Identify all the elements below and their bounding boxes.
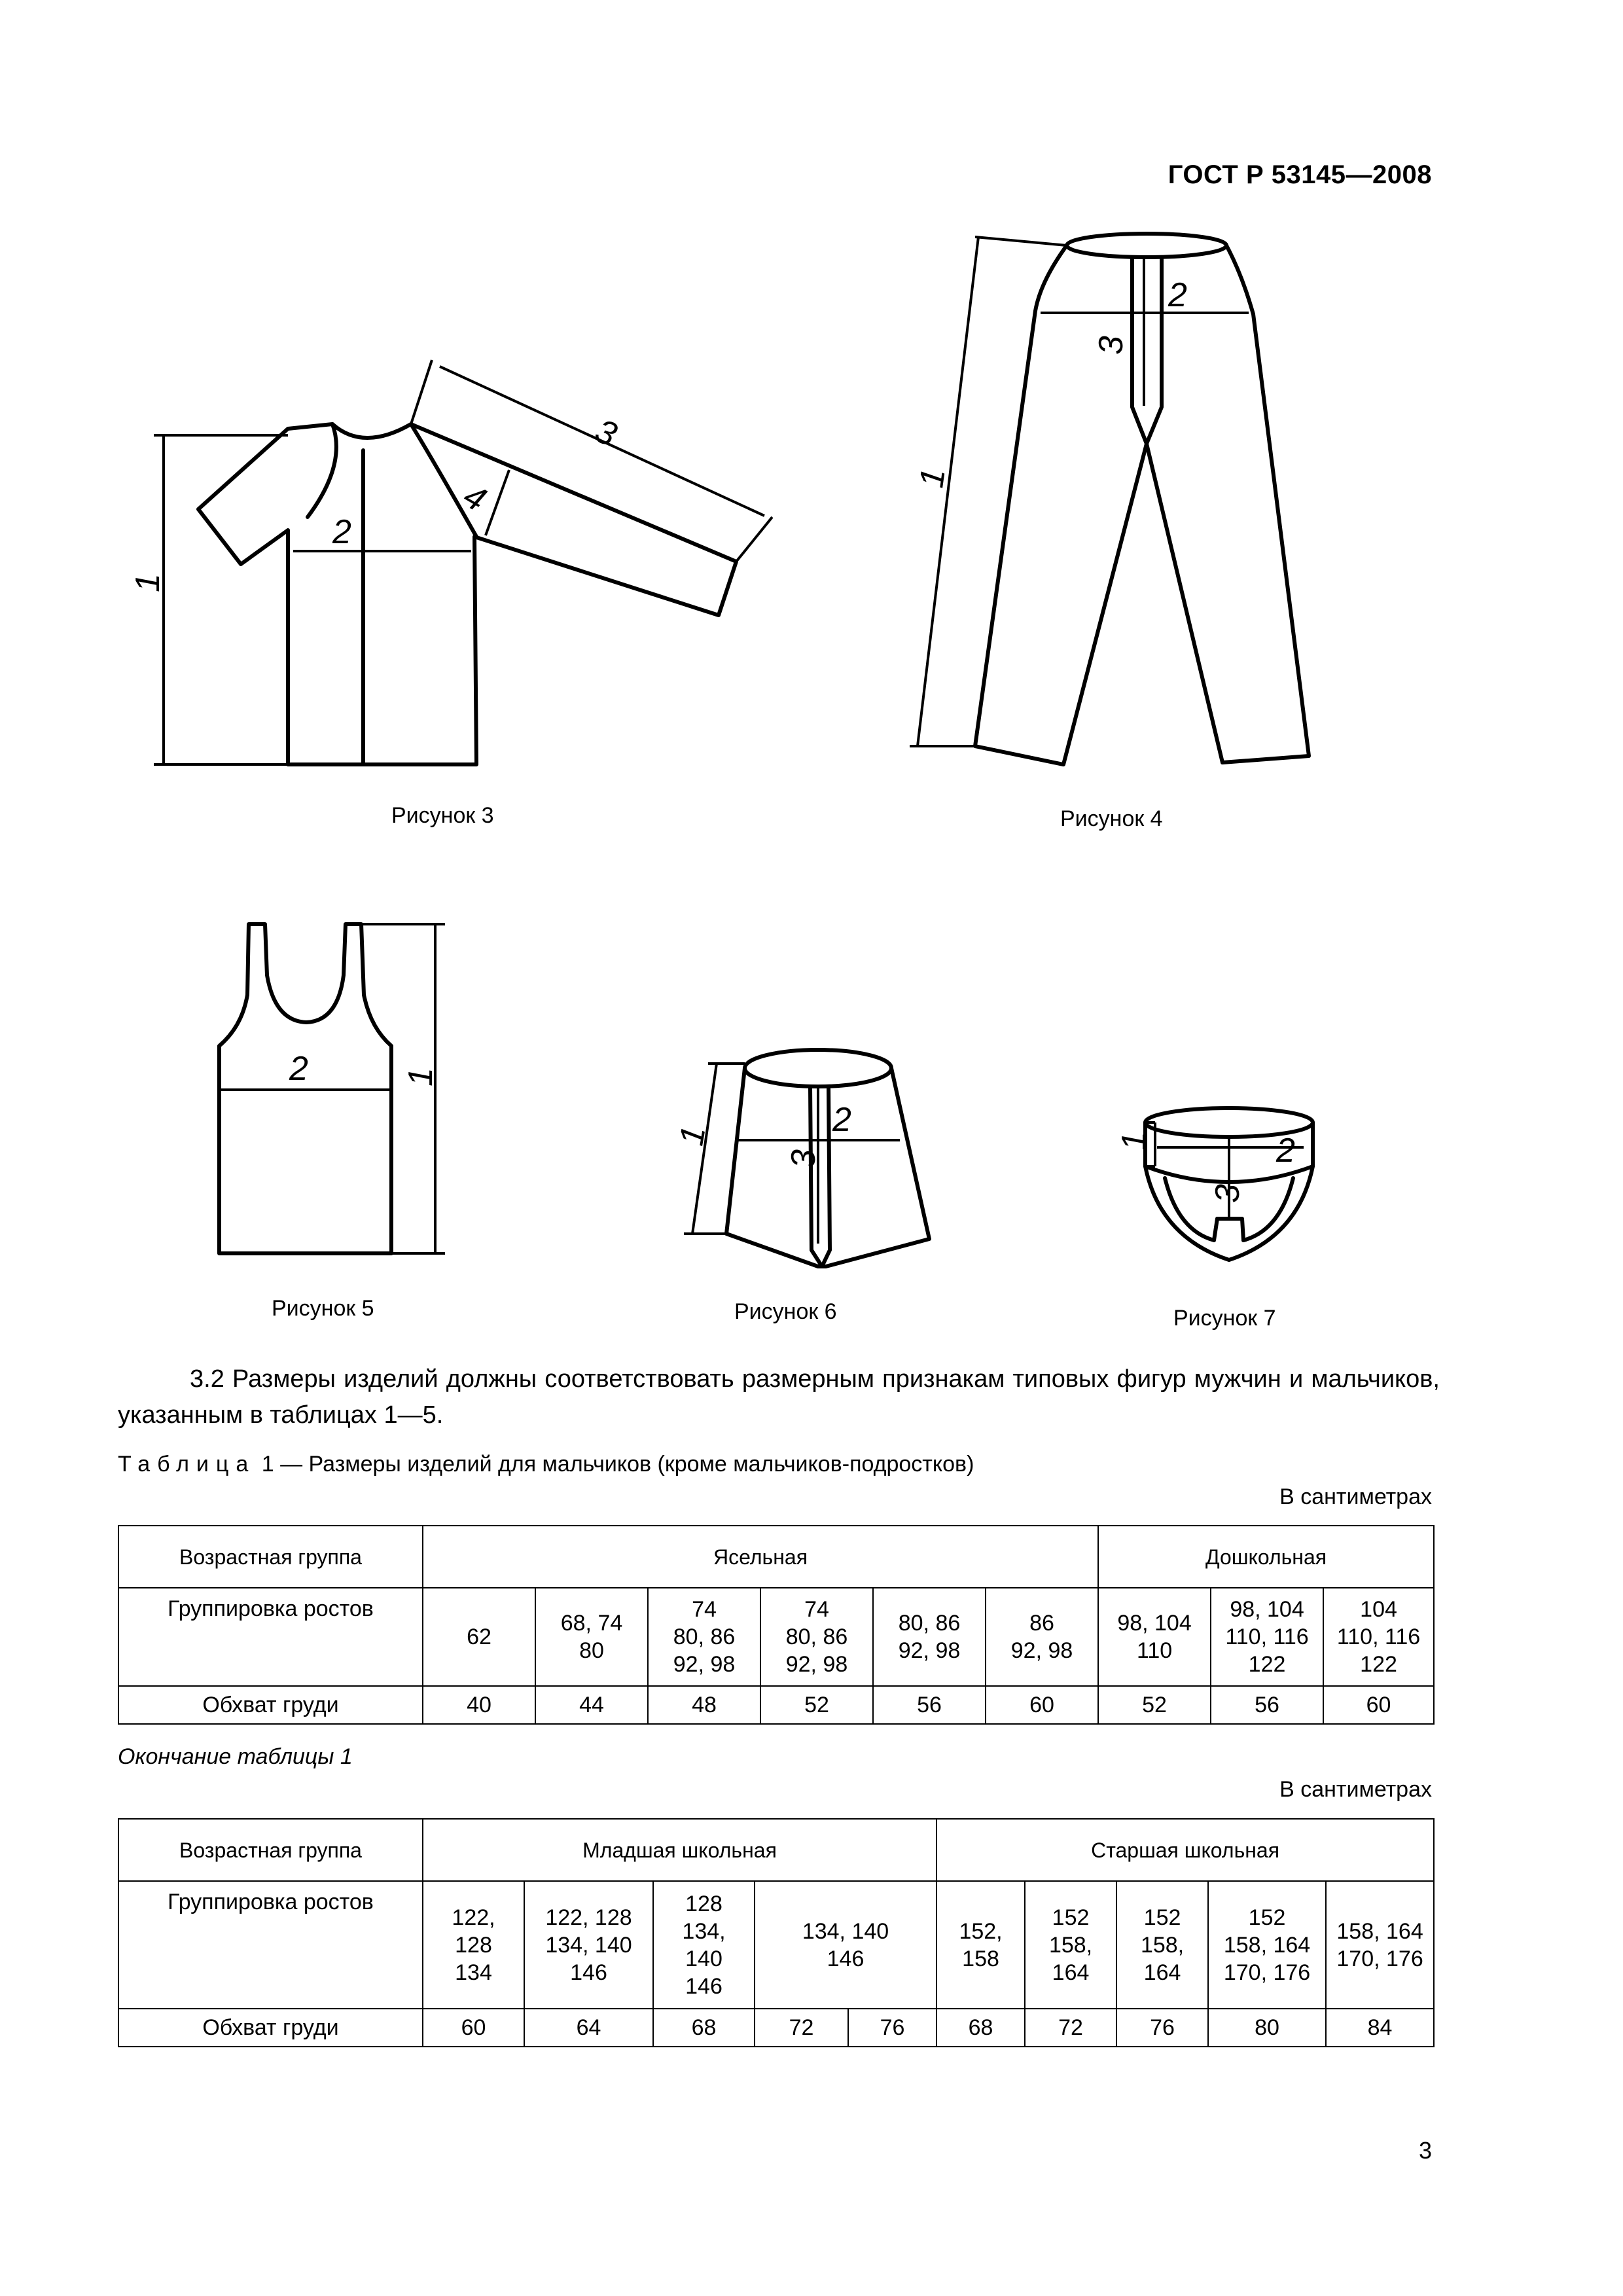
table-cell: 62 bbox=[423, 1588, 535, 1686]
label-2: 2 bbox=[289, 1050, 308, 1088]
label-3: 3 bbox=[785, 1149, 823, 1168]
figure-4-caption: Рисунок 4 bbox=[1060, 806, 1163, 831]
row-header-age-group: Возрастная группа bbox=[118, 1526, 423, 1588]
label-1: 1 bbox=[402, 1067, 440, 1086]
table-row bbox=[118, 1686, 1434, 1724]
label-2: 2 bbox=[832, 1101, 851, 1139]
table-1-title: Таблица 1 — Размеры изделий для мальчиков (кроме мальчиков-подростков) bbox=[118, 1452, 974, 1477]
label-2: 2 bbox=[1168, 276, 1187, 314]
group-cell: Старшая школьная bbox=[936, 1819, 1434, 1881]
group-cell: Дошкольная bbox=[1098, 1526, 1434, 1588]
table-cell: 68, 74 80 bbox=[535, 1588, 648, 1686]
table-cell: 68 bbox=[653, 2009, 755, 2047]
table-cell: 80 bbox=[1208, 2009, 1326, 2047]
table-cell: 122, 128 134, 140 146 bbox=[524, 1881, 653, 2009]
table-cell: 76 bbox=[848, 2009, 936, 2047]
label-4: 4 bbox=[457, 476, 493, 520]
table-cell: 134, 140 146 bbox=[755, 1881, 936, 2009]
table-cell: 98, 104 110 bbox=[1098, 1588, 1211, 1686]
table-cell: 60 bbox=[423, 2009, 524, 2047]
label-3: 3 bbox=[589, 412, 622, 454]
table-cell: 72 bbox=[755, 2009, 848, 2047]
table-row bbox=[118, 1588, 1434, 1686]
table-1-end bbox=[118, 1818, 1435, 2047]
table-cell: 74 80, 86 92, 98 bbox=[648, 1588, 760, 1686]
table-cell: 48 bbox=[648, 1686, 760, 1724]
table-1-continuation-caption: Окончание таблицы 1 bbox=[118, 1744, 353, 1769]
table-cell: 76 bbox=[1116, 2009, 1208, 2047]
label-3: 3 bbox=[1092, 336, 1130, 355]
table-row bbox=[118, 2009, 1434, 2047]
figure-3-caption: Рисунок 3 bbox=[391, 803, 494, 828]
table-cell: 86 92, 98 bbox=[986, 1588, 1098, 1686]
table-cell: 68 bbox=[936, 2009, 1025, 2047]
row-header-heights: Группировка ростов bbox=[118, 1588, 423, 1686]
table-cell: 74 80, 86 92, 98 bbox=[760, 1588, 873, 1686]
label-1: 1 bbox=[912, 466, 953, 490]
label-2: 2 bbox=[1276, 1132, 1295, 1170]
table-row bbox=[118, 1819, 1434, 1881]
figure-6-caption: Рисунок 6 bbox=[734, 1299, 837, 1324]
label-3: 3 bbox=[1209, 1184, 1247, 1203]
group-cell: Младшая школьная bbox=[423, 1819, 936, 1881]
paragraph-3-2 bbox=[118, 1361, 1440, 1433]
table-1-end-unit: В сантиметрах bbox=[1279, 1777, 1432, 1802]
label-1: 1 bbox=[1115, 1132, 1153, 1151]
document-id: ГОСТ Р 53145—2008 bbox=[1168, 160, 1432, 189]
label-1: 1 bbox=[129, 573, 167, 592]
table-cell: 128 134, 140 146 bbox=[653, 1881, 755, 2009]
label-1: 1 bbox=[672, 1123, 713, 1149]
row-header-chest: Обхват груди bbox=[118, 2009, 423, 2047]
table-cell: 152 158, 164 170, 176 bbox=[1208, 1881, 1326, 2009]
table-cell: 152 158, 164 bbox=[1116, 1881, 1208, 2009]
table-cell: 98, 104 110, 116 122 bbox=[1211, 1588, 1323, 1686]
row-header-chest: Обхват груди bbox=[118, 1686, 423, 1724]
paragraph-text: 3.2 Размеры изделий должны соответствовать размерным признакам типовых фигур мужчин и мальчиков, указанным в таблицах 1—5. bbox=[118, 1365, 1440, 1429]
table-row bbox=[118, 1526, 1434, 1588]
table-cell: 104 110, 116 122 bbox=[1323, 1588, 1434, 1686]
table-row bbox=[118, 1881, 1434, 2009]
table-cell: 52 bbox=[1098, 1686, 1211, 1724]
table-cell: 72 bbox=[1025, 2009, 1116, 2047]
table-1 bbox=[118, 1525, 1435, 1725]
table-cell: 52 bbox=[760, 1686, 873, 1724]
table-cell: 60 bbox=[1323, 1686, 1434, 1724]
page-number: 3 bbox=[1418, 2137, 1432, 2164]
row-header-age-group: Возрастная группа bbox=[118, 1819, 423, 1881]
figure-7-caption: Рисунок 7 bbox=[1173, 1306, 1276, 1331]
table-cell: 152, 158 bbox=[936, 1881, 1025, 2009]
table-cell: 44 bbox=[535, 1686, 648, 1724]
table-cell: 152 158, 164 bbox=[1025, 1881, 1116, 2009]
label-2: 2 bbox=[332, 513, 351, 551]
group-cell: Ясельная bbox=[423, 1526, 1098, 1588]
table-cell: 122, 128 134 bbox=[423, 1881, 524, 2009]
table-cell: 80, 86 92, 98 bbox=[873, 1588, 986, 1686]
table-cell: 64 bbox=[524, 2009, 653, 2047]
table-cell: 60 bbox=[986, 1686, 1098, 1724]
table-cell: 158, 164 170, 176 bbox=[1326, 1881, 1434, 2009]
table-cell: 56 bbox=[873, 1686, 986, 1724]
figure-5-caption: Рисунок 5 bbox=[272, 1296, 374, 1321]
table-cell: 40 bbox=[423, 1686, 535, 1724]
table-1-unit: В сантиметрах bbox=[1279, 1484, 1432, 1509]
row-header-heights: Группировка ростов bbox=[118, 1881, 423, 2009]
table-cell: 56 bbox=[1211, 1686, 1323, 1724]
table-cell: 84 bbox=[1326, 2009, 1434, 2047]
